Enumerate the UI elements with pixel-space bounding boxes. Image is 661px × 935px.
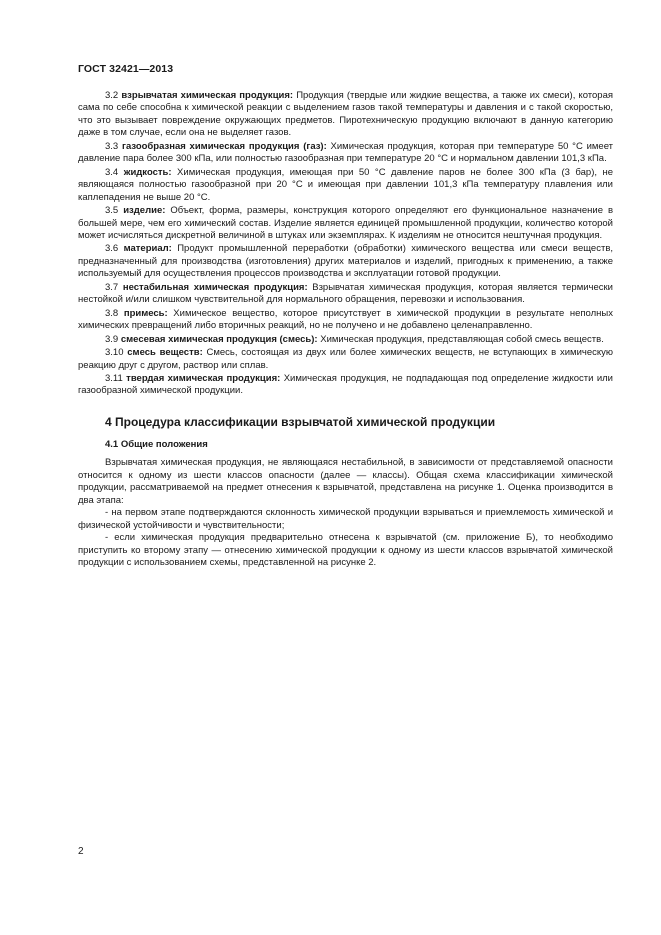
definition-term: примесь: (123, 307, 168, 319)
definition-number: 3.3 (105, 140, 119, 152)
definition-3-2 (78, 90, 613, 140)
definition-3-6 (78, 243, 613, 280)
definition-text: Химическая продукция, которая при температуре 50 °С имеет давление пара более 300 кПа, или полностью газообразная при температуре 20 °С и нормальном давлении 101,3 кПа. (78, 140, 614, 165)
definition-term: взрывчатая химическая продукция: (121, 90, 294, 101)
page-number: 2 (78, 846, 84, 857)
definition-text: Химическое вещество, которое присутствует в химической продукции в результате неполных химических превращений либо вторичных реакций, но не получено и не добавлено целенаправленно. (78, 307, 613, 332)
definition-number: 3.8 (105, 307, 119, 319)
definition-term: материал: (123, 243, 172, 255)
definition-term: жидкость: (123, 166, 172, 178)
definition-term: смесь веществ: (127, 347, 203, 359)
definition-number: 3.9 (105, 333, 119, 345)
definition-text: Химическая продукция, не подпадающая под определение жидкости или газообразной химической продукции. (78, 372, 613, 397)
section-paragraph: Взрывчатая химическая продукция, не являющаяся нестабильной, в зависимости от представляемой опасности относится к одному из шести классов опасности (далее — классы). Общая схема классификации химической продукции, рассматриваемой на предмет отнесения к взрывчатой, представлена на рисунке 1. Оценка производится в два этапа: (78, 457, 613, 506)
definition-number: 3.2 (105, 90, 119, 101)
definition-3-10 (78, 347, 613, 372)
definition-number: 3.6 (105, 243, 119, 255)
definition-3-8 (78, 308, 613, 333)
definition-term: нестабильная химическая продукция: (122, 281, 308, 293)
definition-3-3 (78, 141, 613, 166)
section-4-title: 4 Процедура классификации взрывчатой химической продукции (105, 414, 496, 429)
definition-term: твердая химическая продукция: (126, 372, 281, 384)
definition-text: Продукт промышленной переработки (обработки) химического вещества или смеси веществ, предназначенный для производства (изготовления) других материалов и изделий, пригодных к применению, а также используемый для осуществления процессов производства и эксплуатации готовой продукции. (78, 243, 614, 280)
definition-term: газообразная химическая продукция (газ): (121, 140, 327, 152)
definition-3-5 (78, 205, 613, 242)
definition-number: 3.4 (105, 166, 119, 178)
standard-header: ГОСТ 32421—2013 (78, 63, 174, 75)
definition-text: Химическая продукция, представляющая собой смесь веществ. (320, 333, 604, 345)
page-content (78, 90, 613, 569)
definition-text: Химическая продукция, имеющая при 50 °С давление паров не более 300 кПа (3 бар), не являющаяся полностью газообразной при 20 °С и имеющая при давлении 101,3 кПа температуру плавления или каплепадения не выше 20 °С. (78, 166, 614, 203)
definition-text: Продукция (твердые или жидкие вещества, а также их смеси), которая сама по себе способна к химической реакции с выделением газов такой температуры и давления и с такой скоростью, что это вызывает повреждение окружающих предметов. Пиротехническую продукцию включают в данную категорию даже в том случае, если она не выделяет газов. (78, 90, 614, 139)
definition-text: Смесь, состоящая из двух или более химических веществ, не вступающих в химическую реакцию друг с другом, раствор или сплав. (78, 347, 613, 371)
definition-term: изделие: (123, 205, 166, 217)
definition-number: 3.5 (105, 205, 119, 217)
definition-3-7 (78, 282, 613, 307)
definition-3-11 (78, 373, 613, 398)
subsection-4-1-title: 4.1 Общие положения (105, 438, 208, 450)
definition-number: 3.11 (105, 372, 123, 384)
definition-3-4 (78, 167, 613, 204)
definition-term: смесевая химическая продукция (смесь): (120, 333, 318, 345)
definition-number: 3.7 (105, 281, 119, 293)
definition-text: Взрывчатая химическая продукция, которая является термически нестойкой и/или слишком чувствительной для нормального обращения, перевозки и использования. (78, 281, 613, 306)
section-paragraph: - если химическая продукция предварительно отнесена к взрывчатой (см. приложение Б), то необходимо приступить ко второму этапу — отнесению химической продукции к одному из шести классов взрывчатой химической продукции с использованием схемы, представленной на рисунке 2. (78, 532, 613, 568)
definition-3-9 (78, 334, 613, 346)
definition-text: Объект, форма, размеры, конструкция которого определяют его функциональное назначение в большей мере, чем его химический состав. Изделие является единицей промышленной продукции, количество которой может исчисляться дискретной величиной в штуках или экземплярах. К изделиям не относится нештучная продукция. (78, 205, 614, 241)
section-paragraph: - на первом этапе подтверждаются склонность химической продукции взрываться и приемлемость химической и физической устойчивости и чувствительности; (78, 507, 613, 531)
definition-number: 3.10 (105, 347, 124, 359)
